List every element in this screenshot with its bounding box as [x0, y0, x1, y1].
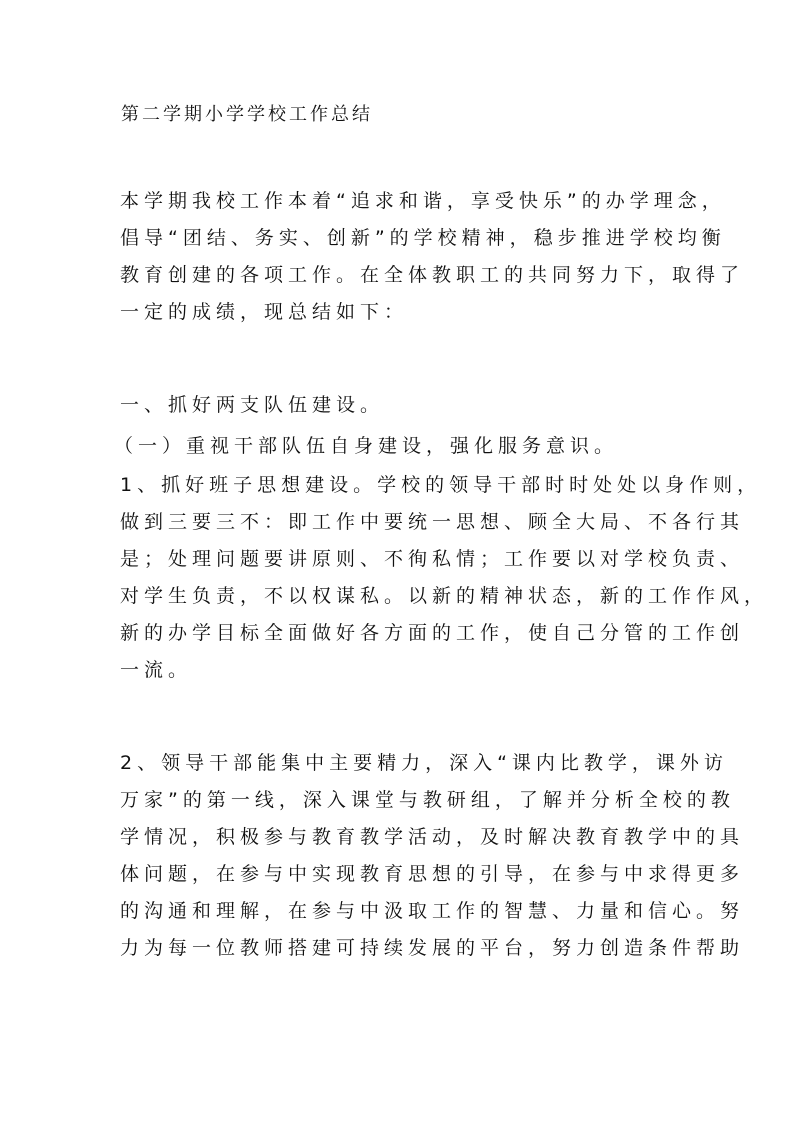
text-line: 一流。 [120, 659, 193, 681]
document-title: 第二学期小学学校工作总结 [121, 104, 373, 125]
text-line: 是；处理问题要讲原则、不徇私情；工作要以对学校负责、 [120, 548, 745, 570]
text-line: 体问题，在参与中实现教育思想的引导，在参与中求得更多 [120, 863, 745, 885]
text-line: 万家”的第一线，深入课堂与教研组，了解并分析全校的教 [120, 789, 735, 811]
text-line: 做到三要三不：即工作中要统一思想、顾全大局、不各行其 [120, 511, 745, 533]
text-line: 1、抓好班子思想建设。学校的领导干部时时处处以身作则， [120, 474, 762, 496]
text-line: 倡导“团结、务实、创新”的学校精神，稳步推进学校均衡 [120, 227, 726, 249]
text-line: 新的办学目标全面做好各方面的工作，使自己分管的工作创 [120, 622, 745, 644]
text-line: 教育创建的各项工作。在全体教职工的共同努力下，取得了 [120, 264, 745, 286]
text-line: 的沟通和理解，在参与中汲取工作的智慧、力量和信心。努 [120, 900, 745, 922]
text-line: 力为每一位教师搭建可持续发展的平台，努力创造条件帮助 [120, 937, 745, 959]
text-line: 对学生负责，不以权谋私。以新的精神状态，新的工作作风， [120, 585, 769, 607]
subsection-heading: （一）重视干部队伍自身建设，强化服务意识。 [114, 435, 619, 457]
text-line: 学情况，积极参与教育教学活动，及时解决教育教学中的具 [120, 826, 745, 848]
text-line: 2、领导干部能集中主要精力，深入“课内比教学，课外访 [120, 752, 728, 774]
text-line: 本学期我校工作本着“追求和谐，享受快乐”的办学理念， [120, 190, 726, 212]
text-line: 一定的成绩，现总结如下： [120, 301, 409, 323]
section-heading: 一、抓好两支队伍建设。 [120, 394, 385, 416]
